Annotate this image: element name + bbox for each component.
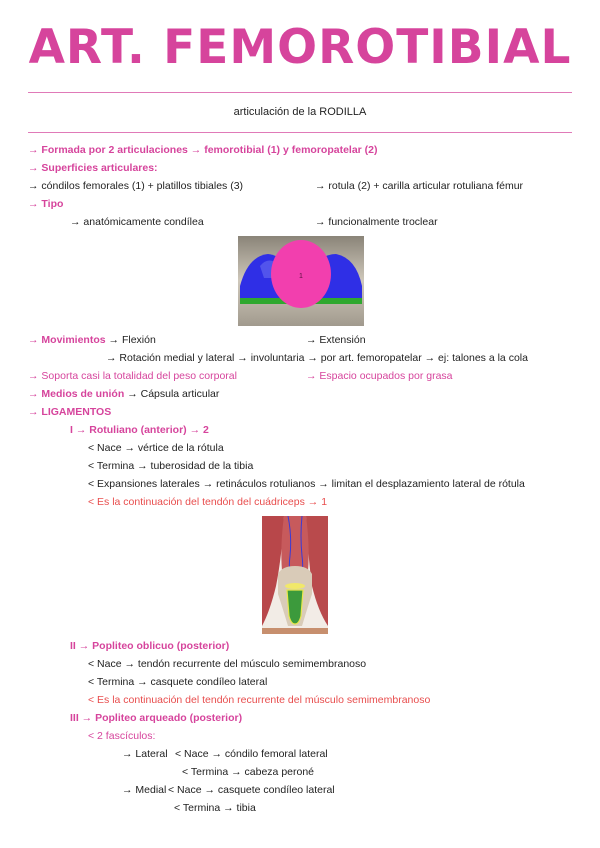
arrow: → bbox=[108, 334, 120, 346]
rectus-femoris-shape bbox=[281, 516, 308, 571]
tipo-right-text: funcionalmente troclear bbox=[328, 216, 438, 228]
tipo-head-text: Tipo bbox=[41, 198, 64, 210]
medios-head: Medios de unión bbox=[41, 388, 125, 400]
superficies-right bbox=[315, 179, 523, 193]
tipo-left bbox=[70, 215, 204, 229]
movimientos-line bbox=[28, 333, 156, 347]
lig3-medial-termina: < Termina → tibia bbox=[174, 802, 256, 814]
tipo-heading bbox=[28, 197, 63, 211]
lig1-continuacion: < Es la continuación del tendón del cuádriceps → 1 bbox=[88, 496, 328, 508]
ligamentos-head-text: LIGAMENTOS bbox=[41, 406, 112, 418]
espacio-line bbox=[306, 369, 453, 383]
arrow: → bbox=[315, 180, 326, 192]
image1-number-label: 1 bbox=[299, 273, 303, 280]
superficies-heading bbox=[28, 161, 158, 175]
knee-condyles-illustration bbox=[238, 236, 364, 326]
tipo-left-text: anatómicamente condílea bbox=[83, 216, 204, 228]
lig3-lateral-nace: < Nace → cóndilo femoral lateral bbox=[175, 748, 328, 760]
medios-value: Cápsula articular bbox=[140, 388, 220, 400]
lig3-medial-label: → Medial bbox=[122, 784, 167, 796]
arrow: → bbox=[28, 388, 39, 400]
arrow: → bbox=[28, 144, 39, 156]
mov-rotacion: Rotación medial y lateral → involuntaria → por art. femoropatelar → ej: talones a la cola bbox=[119, 352, 528, 364]
arrow: → bbox=[28, 162, 39, 174]
arrow: → bbox=[315, 216, 326, 228]
lig3-fasciculos: < 2 fascículos: bbox=[88, 730, 156, 742]
arrow: → bbox=[28, 370, 39, 382]
lig3-medial-nace: < Nace → casquete condíleo lateral bbox=[168, 784, 335, 796]
lig3-heading: III → Popliteo arqueado (posterior) bbox=[70, 712, 243, 724]
mov-extension: Extensión bbox=[319, 334, 366, 346]
knee-ligament-illustration bbox=[262, 516, 328, 634]
arrow: → bbox=[127, 388, 138, 400]
patella-marker bbox=[285, 583, 305, 589]
tipo-right bbox=[315, 215, 438, 229]
arrow: → bbox=[28, 180, 39, 192]
lig1-heading: I → Rotuliano (anterior) → 2 bbox=[70, 424, 209, 436]
lig3-lateral-termina: < Termina → cabeza peroné bbox=[182, 766, 315, 778]
medios-line bbox=[28, 387, 219, 401]
mov-flexion: Flexión bbox=[121, 334, 156, 346]
arrow: → bbox=[70, 216, 81, 228]
arrow: → bbox=[106, 352, 117, 364]
mov-rotacion-line bbox=[106, 351, 528, 365]
ligamentos-heading bbox=[28, 405, 111, 419]
arrow: → bbox=[28, 198, 39, 210]
soporta-line bbox=[28, 369, 237, 383]
superficies-right-text: rotula (2) + carilla articular rotuliana fémur bbox=[328, 180, 524, 192]
lig2-nace: < Nace → tendón recurrente del músculo semimembranoso bbox=[88, 658, 367, 670]
superficies-left-text: cóndilos femorales (1) + platillos tibiales (3) bbox=[41, 180, 244, 192]
formada-line bbox=[28, 143, 378, 157]
arrow: → bbox=[28, 406, 39, 418]
lig3-lateral-label: → Lateral bbox=[122, 748, 168, 760]
superficies-left bbox=[28, 179, 243, 193]
arrow: → bbox=[306, 370, 317, 382]
formada-text: Formada por 2 articulaciones → femorotibial (1) y femoropatelar (2) bbox=[41, 144, 378, 156]
lig2-continuacion: < Es la continuación del tendón recurrente del músculo semimembranoso bbox=[88, 694, 431, 706]
title-divider-bottom bbox=[28, 132, 572, 133]
arrow: → bbox=[306, 334, 317, 346]
title-divider-top bbox=[28, 92, 572, 93]
espacio-text: Espacio ocupados por grasa bbox=[319, 370, 453, 382]
lig1-termina: < Termina → tuberosidad de la tibia bbox=[88, 460, 254, 472]
arrow: → bbox=[28, 334, 39, 346]
soporta-text: Soporta casi la totalidad del peso corporal bbox=[41, 370, 237, 382]
lig2-heading: II → Popliteo oblicuo (posterior) bbox=[70, 640, 230, 652]
mov-extension-line bbox=[306, 333, 366, 347]
lig1-nace: < Nace → vértice de la rótula bbox=[88, 442, 224, 454]
lig1-expansiones: < Expansiones laterales → retináculos rotulianos → limitan el desplazamiento lateral de rótula bbox=[88, 478, 525, 490]
lower-leg-shape bbox=[262, 628, 328, 634]
lig2-termina: < Termina → casquete condíleo lateral bbox=[88, 676, 268, 688]
page-title: ART. FEMOROTIBIAL bbox=[28, 20, 572, 75]
movimientos-head: Movimientos bbox=[41, 334, 106, 346]
patellar-ligament-shape bbox=[287, 590, 303, 624]
superficies-head-text: Superficies articulares: bbox=[41, 162, 158, 174]
page-subtitle: articulación de la RODILLA bbox=[233, 106, 367, 118]
